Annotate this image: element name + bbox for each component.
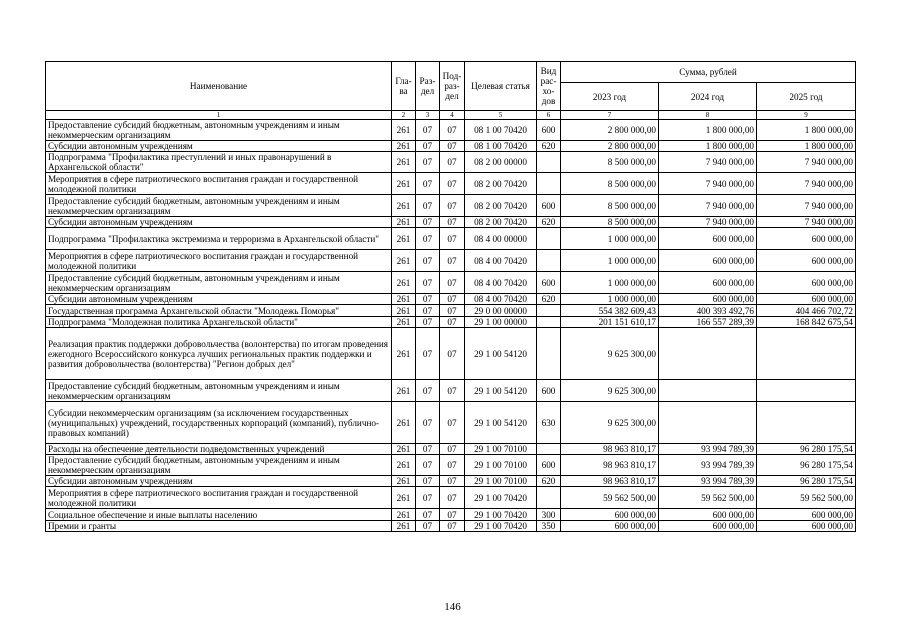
row-glava: 261 xyxy=(392,455,416,476)
row-podrazdel: 07 xyxy=(440,152,465,173)
row-name: Мероприятия в сфере патриотического воспитания граждан и государственной молодежной политики xyxy=(46,487,392,509)
row-razdel: 07 xyxy=(416,272,440,294)
row-razdel: 07 xyxy=(416,402,440,444)
row-expense-type xyxy=(537,173,561,195)
header-razdel: Раз-дел xyxy=(416,62,440,111)
row-glava: 261 xyxy=(392,487,416,509)
row-sum-2024: 7 940 000,00 xyxy=(659,195,757,217)
row-name: Субсидии автономным учреждениям xyxy=(46,141,392,152)
row-sum-2024: 600 000,00 xyxy=(659,272,757,294)
row-razdel: 07 xyxy=(416,305,440,317)
row-name: Расходы на обеспечение деятельности подведомственных учреждений xyxy=(46,444,392,455)
row-name: Реализация практик поддержки добровольчества (волонтерства) по итогам проведения ежегодного Всероссийского конкурса лучших региональных практик поддержки и развития добровольчества (волонтерства) "Регион добрых дел" xyxy=(46,328,392,380)
row-sum-2024 xyxy=(659,380,757,402)
row-glava: 261 xyxy=(392,141,416,152)
row-razdel: 07 xyxy=(416,152,440,173)
column-index: 6 xyxy=(537,111,561,120)
row-sum-2023: 8 500 000,00 xyxy=(561,173,659,195)
row-sum-2024: 93 994 789,39 xyxy=(659,476,757,487)
row-sum-2023: 600 000,00 xyxy=(561,521,659,532)
row-podrazdel: 07 xyxy=(440,487,465,509)
header-podrazdel: Под-раз-дел xyxy=(440,62,465,111)
row-glava: 261 xyxy=(392,294,416,305)
row-sum-2024: 600 000,00 xyxy=(659,509,757,521)
table-row xyxy=(46,402,856,444)
row-podrazdel: 07 xyxy=(440,521,465,532)
row-sum-2023: 1 000 000,00 xyxy=(561,272,659,294)
row-sum-2025: 96 280 175,54 xyxy=(757,476,856,487)
row-glava: 261 xyxy=(392,305,416,317)
row-target-code: 29 0 00 00000 xyxy=(465,305,537,317)
row-target-code: 29 1 00 00000 xyxy=(465,317,537,328)
row-razdel: 07 xyxy=(416,120,440,141)
row-sum-2025 xyxy=(757,328,856,380)
row-expense-type xyxy=(537,444,561,455)
row-target-code: 08 2 00 70420 xyxy=(465,217,537,228)
row-podrazdel: 07 xyxy=(440,455,465,476)
row-glava: 261 xyxy=(392,228,416,250)
row-podrazdel: 07 xyxy=(440,195,465,217)
row-glava: 261 xyxy=(392,521,416,532)
row-expense-type: 620 xyxy=(537,294,561,305)
header-sum: Сумма, рублей xyxy=(561,62,856,83)
page-number: 146 xyxy=(444,601,461,613)
table-row xyxy=(46,250,856,272)
row-target-code: 08 2 00 70420 xyxy=(465,173,537,195)
row-sum-2023: 201 151 610,17 xyxy=(561,317,659,328)
row-podrazdel: 07 xyxy=(440,120,465,141)
row-razdel: 07 xyxy=(416,328,440,380)
row-name: Мероприятия в сфере патриотического воспитания граждан и государственной молодежной политики xyxy=(46,173,392,195)
row-sum-2025: 600 000,00 xyxy=(757,250,856,272)
row-sum-2023: 554 382 609,43 xyxy=(561,305,659,317)
row-name: Предоставление субсидий бюджетным, автономным учреждениям и иным некоммерческим организациям xyxy=(46,195,392,217)
row-sum-2025: 600 000,00 xyxy=(757,294,856,305)
row-name: Субсидии автономным учреждениям xyxy=(46,217,392,228)
row-name: Предоставление субсидий бюджетным, автономным учреждениям и иным некоммерческим организациям xyxy=(46,272,392,294)
table-row xyxy=(46,141,856,152)
row-razdel: 07 xyxy=(416,317,440,328)
row-razdel: 07 xyxy=(416,380,440,402)
table-row xyxy=(46,509,856,521)
header-target: Целевая статья xyxy=(465,62,537,111)
row-target-code: 29 1 00 70100 xyxy=(465,476,537,487)
row-glava: 261 xyxy=(392,195,416,217)
row-target-code: 08 2 00 00000 xyxy=(465,152,537,173)
row-name: Подпрограмма "Профилактика преступлений и иных правонарушений в Архангельской области" xyxy=(46,152,392,173)
row-sum-2025 xyxy=(757,402,856,444)
header-vid: Вид рас-хо-дов xyxy=(537,62,561,111)
column-index: 4 xyxy=(440,111,465,120)
row-sum-2023: 8 500 000,00 xyxy=(561,195,659,217)
row-sum-2024: 1 800 000,00 xyxy=(659,141,757,152)
row-sum-2023: 2 800 000,00 xyxy=(561,141,659,152)
row-glava: 261 xyxy=(392,402,416,444)
row-podrazdel: 07 xyxy=(440,250,465,272)
row-expense-type: 600 xyxy=(537,195,561,217)
table-row xyxy=(46,476,856,487)
table-row xyxy=(46,521,856,532)
row-name: Субсидии автономным учреждениям xyxy=(46,294,392,305)
row-sum-2023: 1 000 000,00 xyxy=(561,250,659,272)
table-row xyxy=(46,444,856,455)
row-sum-2025: 7 940 000,00 xyxy=(757,152,856,173)
column-index: 9 xyxy=(757,111,856,120)
table-row xyxy=(46,272,856,294)
row-expense-type xyxy=(537,228,561,250)
column-index: 1 xyxy=(46,111,392,120)
row-sum-2024: 600 000,00 xyxy=(659,228,757,250)
row-glava: 261 xyxy=(392,509,416,521)
header-year-2025: 2025 год xyxy=(757,83,856,111)
row-razdel: 07 xyxy=(416,455,440,476)
row-razdel: 07 xyxy=(416,476,440,487)
table-row xyxy=(46,173,856,195)
row-razdel: 07 xyxy=(416,228,440,250)
row-target-code: 08 4 00 70420 xyxy=(465,294,537,305)
row-podrazdel: 07 xyxy=(440,509,465,521)
table-row xyxy=(46,152,856,173)
row-sum-2025: 600 000,00 xyxy=(757,272,856,294)
row-name: Предоставление субсидий бюджетным, автономным учреждениям и иным некоммерческим организациям xyxy=(46,120,392,141)
row-podrazdel: 07 xyxy=(440,272,465,294)
column-index: 2 xyxy=(392,111,416,120)
row-glava: 261 xyxy=(392,250,416,272)
table-row xyxy=(46,294,856,305)
row-target-code: 29 1 00 70100 xyxy=(465,455,537,476)
table-row xyxy=(46,217,856,228)
row-glava: 261 xyxy=(392,317,416,328)
row-podrazdel: 07 xyxy=(440,173,465,195)
row-glava: 261 xyxy=(392,476,416,487)
row-sum-2023: 600 000,00 xyxy=(561,509,659,521)
row-razdel: 07 xyxy=(416,250,440,272)
row-podrazdel: 07 xyxy=(440,228,465,250)
row-sum-2023: 1 000 000,00 xyxy=(561,228,659,250)
row-glava: 261 xyxy=(392,217,416,228)
table-row xyxy=(46,380,856,402)
row-glava: 261 xyxy=(392,120,416,141)
row-sum-2025: 7 940 000,00 xyxy=(757,173,856,195)
row-razdel: 07 xyxy=(416,487,440,509)
row-target-code: 29 1 00 54120 xyxy=(465,402,537,444)
row-target-code: 08 4 00 70420 xyxy=(465,272,537,294)
row-sum-2025: 96 280 175,54 xyxy=(757,455,856,476)
row-sum-2025: 600 000,00 xyxy=(757,228,856,250)
row-sum-2024: 166 557 289,39 xyxy=(659,317,757,328)
row-sum-2023: 8 500 000,00 xyxy=(561,217,659,228)
table-row xyxy=(46,317,856,328)
row-expense-type: 300 xyxy=(537,509,561,521)
row-razdel: 07 xyxy=(416,509,440,521)
row-target-code: 08 1 00 70420 xyxy=(465,120,537,141)
row-name: Подпрограмма "Профилактика экстремизма и терроризма в Архангельской области" xyxy=(46,228,392,250)
table-row xyxy=(46,195,856,217)
row-name: Социальное обеспечение и иные выплаты населению xyxy=(46,509,392,521)
row-sum-2024: 400 393 492,76 xyxy=(659,305,757,317)
row-podrazdel: 07 xyxy=(440,476,465,487)
row-razdel: 07 xyxy=(416,173,440,195)
column-index: 5 xyxy=(465,111,537,120)
row-target-code: 08 1 00 70420 xyxy=(465,141,537,152)
row-name: Субсидии автономным учреждениям xyxy=(46,476,392,487)
header-glava: Гла-ва xyxy=(392,62,416,111)
row-sum-2023: 8 500 000,00 xyxy=(561,152,659,173)
table-row xyxy=(46,120,856,141)
row-name: Подпрограмма "Молодежная политика Архангельской области" xyxy=(46,317,392,328)
row-sum-2024: 7 940 000,00 xyxy=(659,152,757,173)
row-sum-2023: 9 625 300,00 xyxy=(561,328,659,380)
table-row xyxy=(46,487,856,509)
row-name: Мероприятия в сфере патриотического воспитания граждан и государственной молодежной политики xyxy=(46,250,392,272)
row-razdel: 07 xyxy=(416,294,440,305)
row-sum-2023: 98 963 810,17 xyxy=(561,455,659,476)
row-sum-2024: 7 940 000,00 xyxy=(659,217,757,228)
row-sum-2025: 59 562 500,00 xyxy=(757,487,856,509)
row-podrazdel: 07 xyxy=(440,402,465,444)
row-expense-type xyxy=(537,250,561,272)
row-sum-2024: 93 994 789,39 xyxy=(659,455,757,476)
row-name: Предоставление субсидий бюджетным, автономным учреждениям и иным некоммерческим организациям xyxy=(46,380,392,402)
row-target-code: 08 4 00 00000 xyxy=(465,228,537,250)
row-expense-type xyxy=(537,317,561,328)
row-name: Предоставление субсидий бюджетным, автономным учреждениям и иным некоммерческим организациям xyxy=(46,455,392,476)
row-sum-2023: 9 625 300,00 xyxy=(561,402,659,444)
row-podrazdel: 07 xyxy=(440,217,465,228)
row-glava: 261 xyxy=(392,152,416,173)
table-row xyxy=(46,228,856,250)
row-sum-2025: 96 280 175,54 xyxy=(757,444,856,455)
row-podrazdel: 07 xyxy=(440,328,465,380)
budget-table xyxy=(45,61,856,532)
row-sum-2023: 98 963 810,17 xyxy=(561,476,659,487)
row-razdel: 07 xyxy=(416,444,440,455)
row-sum-2025 xyxy=(757,380,856,402)
row-sum-2023: 2 800 000,00 xyxy=(561,120,659,141)
row-razdel: 07 xyxy=(416,521,440,532)
row-razdel: 07 xyxy=(416,141,440,152)
row-podrazdel: 07 xyxy=(440,317,465,328)
column-index-row xyxy=(46,111,856,120)
row-sum-2024: 59 562 500,00 xyxy=(659,487,757,509)
row-glava: 261 xyxy=(392,173,416,195)
row-podrazdel: 07 xyxy=(440,141,465,152)
row-sum-2024 xyxy=(659,328,757,380)
row-name: Субсидии некоммерческим организациям (за исключением государственных (муниципальных) учреждений, государственных корпораций (компаний), публично-правовых компаний) xyxy=(46,402,392,444)
row-sum-2025: 7 940 000,00 xyxy=(757,217,856,228)
row-expense-type: 350 xyxy=(537,521,561,532)
row-expense-type xyxy=(537,305,561,317)
row-podrazdel: 07 xyxy=(440,294,465,305)
header-name: Наименование xyxy=(46,62,392,111)
row-sum-2024: 600 000,00 xyxy=(659,521,757,532)
row-target-code: 08 4 00 70420 xyxy=(465,250,537,272)
row-expense-type: 600 xyxy=(537,380,561,402)
row-sum-2024: 600 000,00 xyxy=(659,250,757,272)
row-glava: 261 xyxy=(392,328,416,380)
row-podrazdel: 07 xyxy=(440,444,465,455)
row-expense-type: 620 xyxy=(537,217,561,228)
header-year-2023: 2023 год xyxy=(561,83,659,111)
row-glava: 261 xyxy=(392,380,416,402)
table-row xyxy=(46,305,856,317)
row-expense-type: 620 xyxy=(537,476,561,487)
row-sum-2023: 9 625 300,00 xyxy=(561,380,659,402)
row-target-code: 08 2 00 70420 xyxy=(465,195,537,217)
row-target-code: 29 1 00 54120 xyxy=(465,380,537,402)
column-index: 8 xyxy=(659,111,757,120)
row-name: Премии и гранты xyxy=(46,521,392,532)
row-glava: 261 xyxy=(392,272,416,294)
row-sum-2024: 93 994 789,39 xyxy=(659,444,757,455)
row-razdel: 07 xyxy=(416,217,440,228)
row-target-code: 29 1 00 70420 xyxy=(465,509,537,521)
row-podrazdel: 07 xyxy=(440,305,465,317)
row-expense-type: 630 xyxy=(537,402,561,444)
row-sum-2023: 1 000 000,00 xyxy=(561,294,659,305)
row-expense-type xyxy=(537,487,561,509)
row-expense-type: 620 xyxy=(537,141,561,152)
row-sum-2025: 168 842 675,54 xyxy=(757,317,856,328)
row-sum-2024 xyxy=(659,402,757,444)
row-sum-2025: 600 000,00 xyxy=(757,521,856,532)
row-sum-2025: 7 940 000,00 xyxy=(757,195,856,217)
table-row xyxy=(46,328,856,380)
row-sum-2025: 1 800 000,00 xyxy=(757,120,856,141)
row-target-code: 29 1 00 70100 xyxy=(465,444,537,455)
row-expense-type: 600 xyxy=(537,455,561,476)
row-sum-2025: 1 800 000,00 xyxy=(757,141,856,152)
header-year-2024: 2024 год xyxy=(659,83,757,111)
row-sum-2024: 600 000,00 xyxy=(659,294,757,305)
row-sum-2023: 98 963 810,17 xyxy=(561,444,659,455)
row-sum-2023: 59 562 500,00 xyxy=(561,487,659,509)
row-sum-2024: 1 800 000,00 xyxy=(659,120,757,141)
column-index: 3 xyxy=(416,111,440,120)
row-podrazdel: 07 xyxy=(440,380,465,402)
row-expense-type: 600 xyxy=(537,120,561,141)
row-target-code: 29 1 00 54120 xyxy=(465,328,537,380)
row-expense-type xyxy=(537,328,561,380)
table-row xyxy=(46,455,856,476)
row-razdel: 07 xyxy=(416,195,440,217)
row-sum-2025: 600 000,00 xyxy=(757,509,856,521)
row-sum-2024: 7 940 000,00 xyxy=(659,173,757,195)
row-sum-2025: 404 466 702,72 xyxy=(757,305,856,317)
row-target-code: 29 1 00 70420 xyxy=(465,521,537,532)
row-target-code: 29 1 00 70420 xyxy=(465,487,537,509)
column-index: 7 xyxy=(561,111,659,120)
row-glava: 261 xyxy=(392,444,416,455)
row-name: Государственная программа Архангельской области "Молодежь Поморья" xyxy=(46,305,392,317)
row-expense-type: 600 xyxy=(537,272,561,294)
row-expense-type xyxy=(537,152,561,173)
